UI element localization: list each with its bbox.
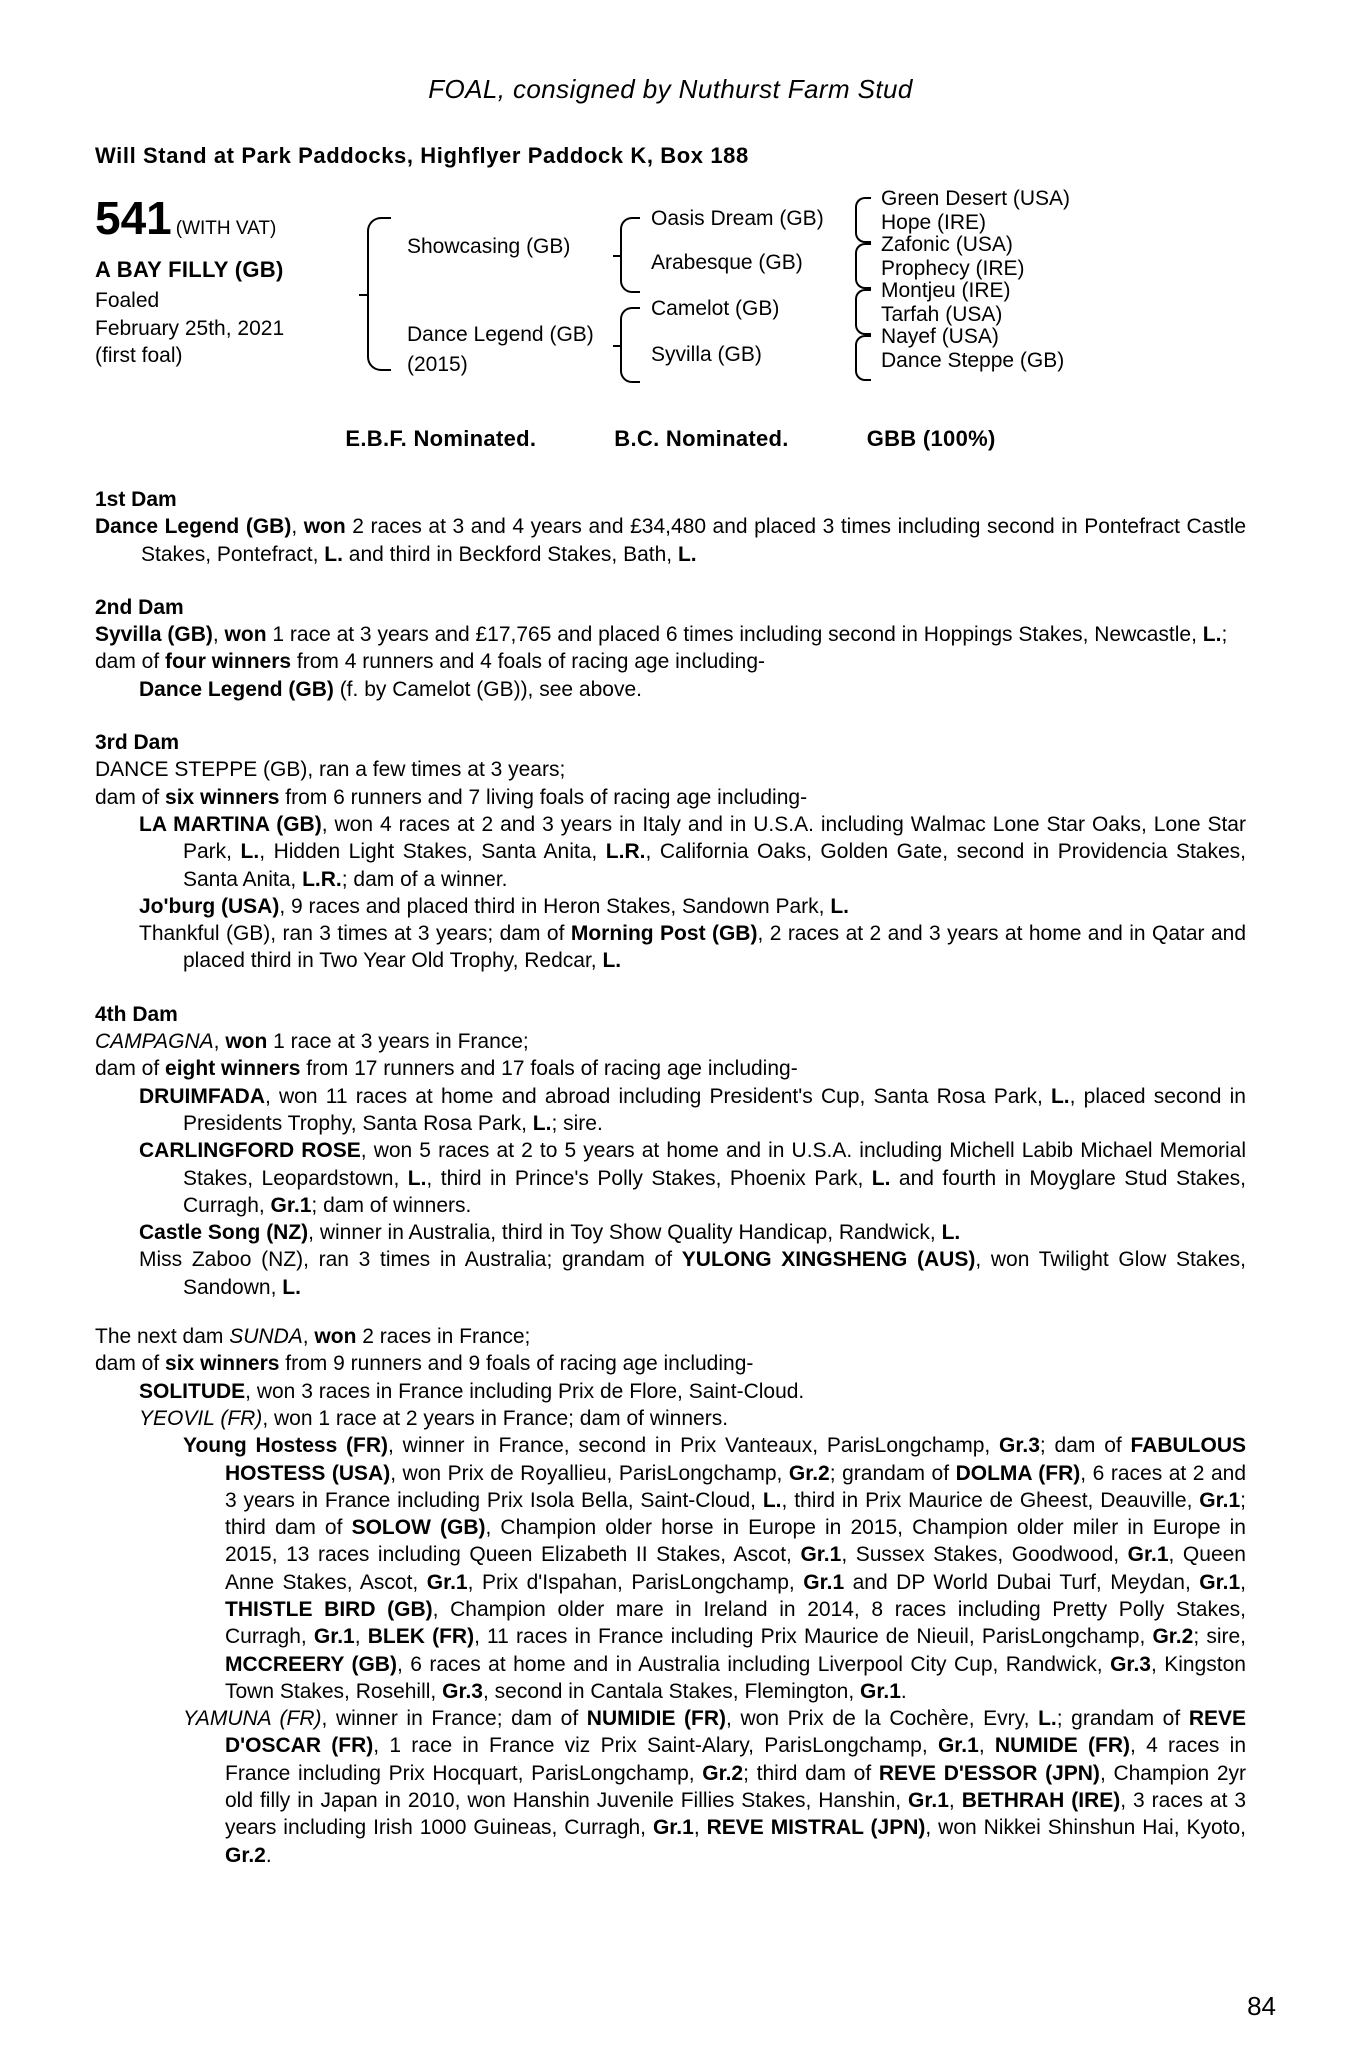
progeny-name: BETHRAH (IRE) bbox=[961, 1789, 1121, 1813]
pedigree-text bbox=[95, 486, 1246, 1869]
group-marker: Gr.1 bbox=[937, 1734, 979, 1758]
t: , bbox=[302, 1325, 315, 1349]
second-dam-name: Syvilla (GB) bbox=[95, 623, 213, 647]
fourth-dam-progeny-2 bbox=[95, 1137, 1246, 1219]
won-label: won bbox=[225, 1030, 268, 1054]
t: 1 race at 3 years in France; bbox=[267, 1030, 529, 1054]
grandparent-8: Dance Steppe (GB) bbox=[881, 349, 1065, 372]
t: , winner in Australia, third in Toy Show Quality Handicap, Randwick, bbox=[308, 1221, 942, 1245]
group-marker: Gr.1 bbox=[803, 1570, 845, 1594]
winners-count: eight winners bbox=[165, 1057, 301, 1081]
t: Miss Zaboo (NZ), ran 3 times in Australia; grandam of bbox=[139, 1248, 682, 1272]
winners-count: four winners bbox=[165, 650, 292, 674]
group-marker: Gr.1 bbox=[800, 1543, 842, 1567]
t: , 3 races at 3 years including Irish 1000 Guineas, Curragh, bbox=[225, 1789, 1246, 1840]
t: ; dam of a winner. bbox=[341, 867, 508, 891]
group-marker: Gr.1 bbox=[1199, 1570, 1241, 1594]
lot-column bbox=[95, 192, 365, 370]
t: , 2 races at 2 and 3 years at home and in Qatar and placed third in Two Year Old Trophy, Redcar, bbox=[183, 922, 1246, 973]
next-dam-paragraph bbox=[95, 1323, 1246, 1350]
t: , 11 races in France including Prix Maurice de Nieuil, ParisLongchamp, bbox=[474, 1625, 1153, 1649]
third-dam-damof bbox=[95, 784, 1246, 811]
progeny-name: YAMUNA (FR) bbox=[183, 1707, 322, 1731]
winners-count: six winners bbox=[165, 785, 280, 809]
fourth-dam-progeny-4 bbox=[95, 1246, 1246, 1301]
t: ; dam of bbox=[1039, 1434, 1131, 1458]
t: , won 11 races at home and abroad including President's Cup, Santa Rosa Park, bbox=[265, 1084, 1051, 1108]
progeny-name: BLEK (FR) bbox=[367, 1625, 475, 1649]
winners-count: six winners bbox=[165, 1352, 280, 1376]
listed-marker: L. bbox=[324, 542, 343, 566]
progeny-name: SOLOW (GB) bbox=[351, 1516, 486, 1540]
second-dam-progeny bbox=[95, 676, 1246, 703]
fourth-dam-paragraph bbox=[95, 1028, 1246, 1055]
first-dam-paragraph bbox=[95, 513, 1246, 568]
t: , winner in France, second in Prix Vanteaux, ParisLongchamp, bbox=[388, 1434, 1000, 1458]
t: , won 5 races at 2 to 5 years at home and in U.S.A. including Michell Labib Michael Memorial Stakes, Leopardstown, bbox=[183, 1139, 1247, 1190]
next-dam-name: SUNDA bbox=[229, 1325, 303, 1349]
t: (f. by Camelot (GB)), see above. bbox=[333, 677, 642, 701]
standing-line: Will Stand at Park Paddocks, Highflyer Paddock K, Box 188 bbox=[95, 143, 749, 168]
t: from 4 runners and 4 foals of racing age including- bbox=[291, 650, 765, 674]
t: ; sire. bbox=[551, 1111, 603, 1135]
progeny-name: YEOVIL (FR) bbox=[139, 1406, 263, 1430]
t: ; grandam of bbox=[1056, 1707, 1189, 1731]
t: , bbox=[948, 1789, 962, 1813]
second-dam-heading: 2nd Dam bbox=[95, 595, 184, 619]
t: , 6 races at home and in Australia including Liverpool City Cup, Randwick, bbox=[396, 1652, 1111, 1676]
group-marker: Gr.3 bbox=[442, 1679, 483, 1703]
second-dam-damof bbox=[95, 648, 1246, 675]
grandparent-5: Montjeu (IRE) bbox=[881, 279, 1011, 302]
pedigree-brace-sire bbox=[620, 217, 640, 293]
grandparent-3: Zafonic (USA) bbox=[881, 233, 1013, 256]
group-marker: Gr.2 bbox=[225, 1843, 266, 1867]
listed-marker: L.R. bbox=[605, 840, 646, 864]
listed-marker: L. bbox=[871, 1166, 891, 1190]
t: 2 races in France; bbox=[356, 1325, 531, 1349]
progeny-name: REVE D'OSCAR (FR) bbox=[225, 1707, 1246, 1758]
t: 2 races at 3 and 4 years and £34,480 and placed 3 times including second in Pontefract Castle Stakes, Pontefract, bbox=[141, 515, 1247, 566]
page-number: 84 bbox=[1247, 1991, 1276, 2021]
group-marker: Gr.1 bbox=[860, 1679, 901, 1703]
group-marker: Gr.1 bbox=[270, 1193, 312, 1217]
t: , won Twilight Glow Stakes, Sandown, bbox=[183, 1248, 1246, 1299]
t: ; third dam of bbox=[743, 1761, 879, 1785]
group-marker: Gr.2 bbox=[1152, 1625, 1194, 1649]
t: and DP World Dubai Turf, Meydan, bbox=[844, 1570, 1200, 1594]
progeny-name: NUMIDE (FR) bbox=[994, 1734, 1130, 1758]
dam-year: (2015) bbox=[407, 353, 468, 376]
third-dam-progeny-2 bbox=[95, 893, 1246, 920]
group-marker: Gr.3 bbox=[999, 1434, 1040, 1458]
listed-marker: L. bbox=[1050, 1084, 1070, 1108]
pedigree-brace-g2 bbox=[855, 243, 871, 289]
t: , 1 race in France viz Prix Saint-Alary, ParisLongchamp, bbox=[373, 1734, 938, 1758]
t: , 4 races in France including Prix Hocquart, ParisLongchamp, bbox=[225, 1734, 1247, 1785]
fourth-dam-progeny-3 bbox=[95, 1219, 1246, 1246]
t: , bbox=[978, 1734, 995, 1758]
fourth-dam-progeny-1 bbox=[95, 1083, 1246, 1138]
t: ; dam of winners. bbox=[311, 1193, 472, 1217]
vat-note: (WITH VAT) bbox=[175, 218, 277, 239]
won-label: won bbox=[303, 515, 346, 539]
fourth-dam-heading: 4th Dam bbox=[95, 1002, 178, 1026]
progeny-name: MCCREERY (GB) bbox=[225, 1652, 397, 1676]
dam-sire-name: Camelot (GB) bbox=[651, 297, 780, 320]
grandparent-1: Green Desert (USA) bbox=[881, 187, 1071, 210]
t: dam of bbox=[95, 785, 166, 809]
fourth-dam-name: CAMPAGNA bbox=[95, 1030, 214, 1054]
progeny-name: REVE D'ESSOR (JPN) bbox=[878, 1761, 1100, 1785]
t: , won Prix de la Cochère, Evry, bbox=[726, 1707, 1039, 1731]
listed-marker: L. bbox=[941, 1221, 961, 1245]
group-marker: Gr.1 bbox=[426, 1570, 468, 1594]
progeny-name: CARLINGFORD ROSE bbox=[139, 1139, 361, 1163]
t: dam of bbox=[95, 1057, 166, 1081]
progeny-name: Dance Legend (GB) bbox=[139, 677, 334, 701]
listed-marker: L.R. bbox=[302, 867, 342, 891]
sire-name: Showcasing (GB) bbox=[407, 235, 571, 258]
grandparent-2: Hope (IRE) bbox=[881, 211, 987, 234]
t: , won Nikkei Shinshun Hai, Kyoto, bbox=[925, 1816, 1247, 1840]
listed-marker: L. bbox=[602, 949, 622, 973]
group-marker: Gr.1 bbox=[313, 1625, 355, 1649]
won-label: won bbox=[224, 623, 267, 647]
listed-marker: L. bbox=[532, 1111, 552, 1135]
progeny-name: NUMIDIE (FR) bbox=[586, 1707, 727, 1731]
progeny-name: Young Hostess (FR) bbox=[183, 1434, 389, 1458]
t: , Queen Anne Stakes, Ascot, bbox=[225, 1543, 1246, 1594]
t: ; bbox=[1221, 623, 1228, 647]
pedigree-block bbox=[95, 187, 1246, 420]
t: from 6 runners and 7 living foals of racing age including- bbox=[279, 785, 808, 809]
t: , bbox=[354, 1625, 368, 1649]
t: , Champion older horse in Europe in 2015, Champion older miler in Europe in 2015, 13 races including Queen Elizabeth II Stakes, Ascot, bbox=[225, 1516, 1246, 1567]
third-dam-progeny-3 bbox=[95, 920, 1246, 975]
progeny-name: DOLMA (FR) bbox=[955, 1461, 1081, 1485]
dam-dam-name: Syvilla (GB) bbox=[651, 343, 762, 366]
grandparent-4: Prophecy (IRE) bbox=[881, 257, 1025, 280]
t: , bbox=[1240, 1570, 1246, 1594]
foaled-label: Foaled bbox=[95, 289, 160, 312]
sire-sire-name: Oasis Dream (GB) bbox=[651, 207, 824, 230]
t: , 9 races and placed third in Heron Stakes, Sandown Park, bbox=[279, 894, 831, 918]
nominations-row bbox=[95, 426, 1246, 452]
t: , third in Prince's Polly Stakes, Phoenix Park, bbox=[426, 1166, 872, 1190]
animal-description: A BAY FILLY (GB) bbox=[95, 257, 284, 282]
listed-marker: L. bbox=[677, 542, 697, 566]
foal-note: (first foal) bbox=[95, 344, 183, 368]
t: , 6 races at 2 and 3 years in France including Prix Isola Bella, Saint-Cloud, bbox=[225, 1461, 1246, 1512]
progeny-name: REVE MISTRAL (JPN) bbox=[706, 1816, 926, 1840]
t: , bbox=[291, 515, 304, 539]
t: , Sussex Stakes, Goodwood, bbox=[841, 1543, 1128, 1567]
t: ; grandam of bbox=[829, 1461, 956, 1485]
progeny-name: FABULOUS HOSTESS (USA) bbox=[225, 1434, 1246, 1485]
t: ; sire, bbox=[1193, 1625, 1246, 1649]
listed-marker: L. bbox=[282, 1275, 301, 1299]
third-dam-heading: 3rd Dam bbox=[95, 731, 180, 755]
t: . bbox=[265, 1843, 272, 1867]
t: , Champion older mare in Ireland in 2014, 8 races including Pretty Polly Stakes, Curragh, bbox=[225, 1597, 1246, 1649]
progeny-name: YULONG XINGSHENG (AUS) bbox=[681, 1248, 976, 1272]
group-marker: Gr.1 bbox=[908, 1789, 949, 1813]
t: , ran a few times at 3 years; bbox=[307, 758, 566, 782]
t: , Champion 2yr old filly in Japan in 2010, won Hanshin Juvenile Fillies Stakes, Hanshin, bbox=[225, 1761, 1247, 1813]
t: and third in Beckford Stakes, Bath, bbox=[342, 542, 678, 566]
next-dam-damof bbox=[95, 1350, 1246, 1377]
t: , bbox=[212, 623, 225, 647]
t: , won 3 races in France including Prix de Flore, Saint-Cloud. bbox=[245, 1379, 805, 1403]
t: , third in Prix Maurice de Gheest, Deauville, bbox=[781, 1488, 1200, 1512]
progeny-name: LA MARTINA (GB) bbox=[139, 812, 322, 836]
pedigree-brace-g3 bbox=[855, 289, 871, 335]
t: dam of bbox=[95, 650, 166, 674]
t: , winner in France; dam of bbox=[321, 1707, 587, 1731]
group-marker: Gr.1 bbox=[1127, 1543, 1169, 1567]
t: , California Oaks, Golden Gate, second in Providencia Stakes, Santa Anita, bbox=[183, 840, 1246, 891]
group-marker: Gr.1 bbox=[652, 1816, 694, 1840]
progeny-name: Castle Song (NZ) bbox=[139, 1221, 309, 1245]
t: 1 race at 3 years and £17,765 and placed 6 times including second in Hoppings Stakes, Newcastle, bbox=[266, 623, 1203, 647]
t: and fourth in Moyglare Stud Stakes, Curragh, bbox=[183, 1166, 1246, 1217]
t: , won 4 races at 2 and 3 years in Italy and in U.S.A. including Walmac Lone Star Oaks, Lone Star Park, bbox=[183, 812, 1246, 864]
pedigree-brace-g4 bbox=[855, 335, 871, 381]
progeny-name: SOLITUDE bbox=[139, 1379, 246, 1403]
dam-name: Dance Legend (GB) bbox=[407, 323, 594, 346]
t: , second in Cantala Stakes, Flemington, bbox=[482, 1679, 861, 1703]
progeny-name: THISTLE BIRD (GB) bbox=[225, 1597, 433, 1621]
listed-marker: L. bbox=[1038, 1707, 1057, 1731]
t: , placed second in Presidents Trophy, Santa Rosa Park, bbox=[183, 1084, 1246, 1135]
pedigree-brace-g1 bbox=[855, 197, 871, 243]
grandparent-7: Nayef (USA) bbox=[881, 325, 999, 348]
t: The next dam bbox=[95, 1325, 230, 1349]
t: , won 1 race at 2 years in France; dam of winners. bbox=[262, 1406, 729, 1430]
t: Thankful (GB), ran 3 times at 3 years; dam of bbox=[139, 922, 571, 946]
sire-dam-name: Arabesque (GB) bbox=[651, 251, 803, 274]
t: , Kingston Town Stakes, Rosehill, bbox=[225, 1652, 1246, 1703]
t: , won Prix de Royallieu, ParisLongchamp, bbox=[390, 1461, 789, 1485]
progeny-name: Jo'burg (USA) bbox=[139, 894, 280, 918]
t: , Prix d'Ispahan, ParisLongchamp, bbox=[467, 1570, 804, 1594]
t: . bbox=[900, 1679, 907, 1703]
second-dam-paragraph bbox=[95, 621, 1246, 648]
grandparent-6: Tarfah (USA) bbox=[881, 303, 1003, 326]
t: from 9 runners and 9 foals of racing age including- bbox=[279, 1352, 754, 1376]
third-dam-paragraph bbox=[95, 756, 1246, 783]
listed-marker: L. bbox=[407, 1166, 427, 1190]
next-dam-progeny-4 bbox=[95, 1705, 1246, 1869]
group-marker: Gr.2 bbox=[702, 1761, 744, 1785]
next-dam-progeny-2 bbox=[95, 1405, 1246, 1432]
progeny-name: Morning Post (GB) bbox=[570, 922, 758, 946]
bc-nominated: B.C. Nominated. bbox=[614, 426, 789, 451]
lot-number: 541 bbox=[95, 192, 172, 244]
pedigree-brace-dam bbox=[620, 307, 640, 383]
first-dam-name: Dance Legend (GB) bbox=[95, 515, 292, 539]
third-dam-name: DANCE STEPPE (GB) bbox=[95, 758, 308, 782]
listed-marker: L. bbox=[240, 840, 260, 864]
group-marker: Gr.2 bbox=[788, 1461, 830, 1485]
listed-marker: L. bbox=[1202, 623, 1222, 647]
t: , bbox=[213, 1030, 226, 1054]
listed-marker: L. bbox=[830, 894, 849, 918]
listed-marker: L. bbox=[762, 1488, 782, 1512]
ebf-nominated: E.B.F. Nominated. bbox=[345, 426, 537, 451]
t: dam of bbox=[95, 1352, 166, 1376]
consignor-line: FOAL, consigned by Nuthurst Farm Stud bbox=[428, 74, 913, 104]
third-dam-progeny-1 bbox=[95, 811, 1246, 893]
first-dam-heading: 1st Dam bbox=[95, 488, 177, 511]
t: from 17 runners and 17 foals of racing age including- bbox=[300, 1057, 798, 1081]
gbb-nominated: GBB (100%) bbox=[866, 426, 996, 451]
t: ; third dam of bbox=[225, 1488, 1246, 1540]
group-marker: Gr.3 bbox=[1110, 1652, 1151, 1676]
won-label: won bbox=[314, 1325, 357, 1349]
next-dam-progeny-3 bbox=[95, 1432, 1246, 1705]
pedigree-brace-main bbox=[367, 217, 391, 371]
t: , Hidden Light Stakes, Santa Anita, bbox=[259, 840, 606, 864]
group-marker: Gr.1 bbox=[1199, 1488, 1241, 1512]
t: , bbox=[693, 1816, 707, 1840]
foaled-date: February 25th, 2021 bbox=[95, 316, 285, 340]
fourth-dam-damof bbox=[95, 1055, 1246, 1082]
progeny-name: DRUIMFADA bbox=[139, 1084, 265, 1108]
next-dam-progeny-1 bbox=[95, 1378, 1246, 1405]
